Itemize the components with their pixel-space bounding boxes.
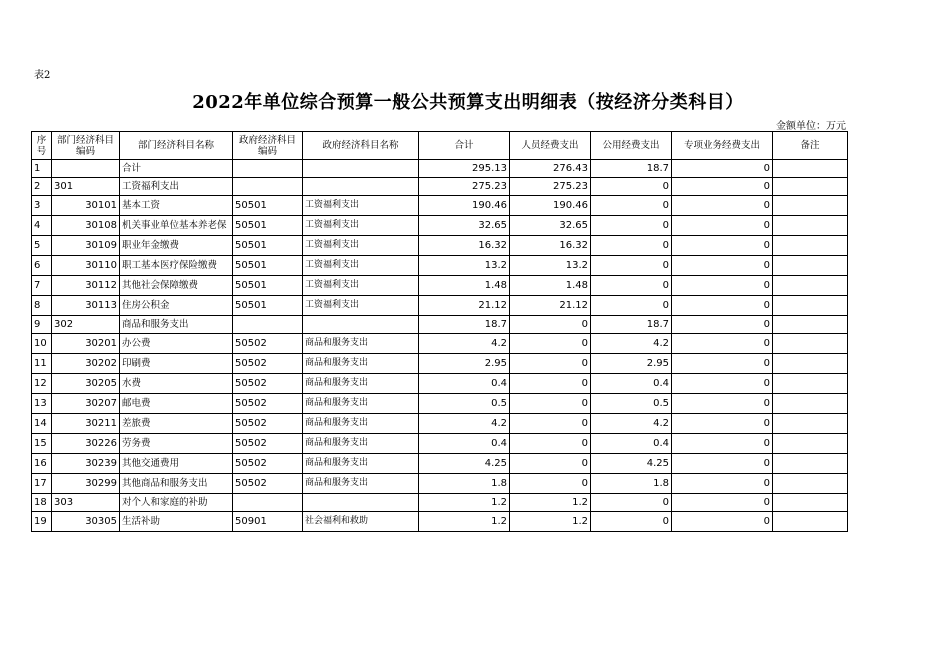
cell-total: 4.2 <box>419 414 510 434</box>
cell-personnel: 0 <box>510 374 591 394</box>
cell-dept-code <box>52 494 120 512</box>
cell-public: 0.4 <box>591 374 672 394</box>
cell-total: 275.23 <box>419 178 510 196</box>
cell-total: 1.48 <box>419 276 510 296</box>
table-row <box>32 256 848 276</box>
cell-dept-code <box>52 474 120 494</box>
cell-remark <box>773 474 848 494</box>
cell-gov-name: 商品和服务支出 <box>303 354 419 374</box>
cell-total: 0.4 <box>419 434 510 454</box>
cell-public: 0 <box>591 178 672 196</box>
dept-code-class: 301 <box>54 181 74 192</box>
cell-seq: 12 <box>32 374 52 394</box>
cell-dept-code <box>52 354 120 374</box>
cell-gov-code: 50501 <box>233 236 303 256</box>
cell-dept-name: 印刷费 <box>120 354 233 374</box>
amount-unit: 金额单位：万元 <box>776 121 846 132</box>
cell-public: 0 <box>591 236 672 256</box>
cell-dept-code <box>52 276 120 296</box>
cell-gov-name: 商品和服务支出 <box>303 474 419 494</box>
cell-seq: 14 <box>32 414 52 434</box>
cell-seq: 18 <box>32 494 52 512</box>
cell-public: 18.7 <box>591 160 672 178</box>
cell-seq: 13 <box>32 394 52 414</box>
cell-gov-code: 50501 <box>233 296 303 316</box>
dept-code-item: 30305 <box>85 516 117 527</box>
cell-dept-name: 劳务费 <box>120 434 233 454</box>
cell-personnel: 0 <box>510 474 591 494</box>
cell-remark <box>773 374 848 394</box>
header-special: 专项业务经费支出 <box>672 132 773 160</box>
cell-personnel: 0 <box>510 434 591 454</box>
dept-code-item: 30239 <box>85 458 117 469</box>
cell-public: 2.95 <box>591 354 672 374</box>
cell-gov-code: 50502 <box>233 394 303 414</box>
cell-special: 0 <box>672 414 773 434</box>
cell-personnel: 21.12 <box>510 296 591 316</box>
header-seq: 序号 <box>32 132 52 160</box>
table-row <box>32 236 848 256</box>
cell-total: 32.65 <box>419 216 510 236</box>
cell-remark <box>773 494 848 512</box>
header-row <box>32 132 848 160</box>
cell-dept-code <box>52 296 120 316</box>
cell-personnel: 0 <box>510 316 591 334</box>
cell-special: 0 <box>672 160 773 178</box>
cell-remark <box>773 334 848 354</box>
cell-dept-code <box>52 160 120 178</box>
cell-gov-code: 50501 <box>233 256 303 276</box>
cell-gov-code <box>233 494 303 512</box>
table-row <box>32 394 848 414</box>
cell-special: 0 <box>672 394 773 414</box>
cell-seq: 19 <box>32 512 52 532</box>
cell-gov-code: 50502 <box>233 354 303 374</box>
cell-remark <box>773 296 848 316</box>
cell-special: 0 <box>672 354 773 374</box>
cell-special: 0 <box>672 316 773 334</box>
cell-public: 0 <box>591 196 672 216</box>
table-body <box>32 160 848 532</box>
table-row <box>32 296 848 316</box>
cell-dept-name: 邮电费 <box>120 394 233 414</box>
cell-public: 1.8 <box>591 474 672 494</box>
cell-dept-name: 机关事业单位基本养老保 <box>120 216 233 236</box>
dept-code-class: 303 <box>54 497 74 508</box>
cell-personnel: 275.23 <box>510 178 591 196</box>
cell-dept-name: 办公费 <box>120 334 233 354</box>
cell-dept-name: 水费 <box>120 374 233 394</box>
cell-gov-code: 50502 <box>233 374 303 394</box>
cell-gov-name: 工资福利支出 <box>303 236 419 256</box>
cell-dept-code <box>52 256 120 276</box>
table-row <box>32 512 848 532</box>
cell-personnel: 1.2 <box>510 494 591 512</box>
cell-dept-code <box>52 216 120 236</box>
table-row <box>32 354 848 374</box>
cell-dept-code <box>52 334 120 354</box>
dept-code-item: 30108 <box>85 220 117 231</box>
cell-special: 0 <box>672 454 773 474</box>
cell-gov-code <box>233 160 303 178</box>
cell-personnel: 13.2 <box>510 256 591 276</box>
cell-dept-name: 对个人和家庭的补助 <box>120 494 233 512</box>
table-row <box>32 216 848 236</box>
cell-dept-name: 差旅费 <box>120 414 233 434</box>
cell-gov-code <box>233 178 303 196</box>
cell-total: 16.32 <box>419 236 510 256</box>
dept-code-item: 30109 <box>85 240 117 251</box>
cell-seq: 9 <box>32 316 52 334</box>
cell-gov-code: 50501 <box>233 196 303 216</box>
dept-code-item: 30113 <box>85 300 117 311</box>
cell-dept-code <box>52 196 120 216</box>
cell-gov-name <box>303 178 419 196</box>
cell-gov-code: 50502 <box>233 434 303 454</box>
cell-personnel: 1.2 <box>510 512 591 532</box>
cell-gov-code: 50501 <box>233 216 303 236</box>
cell-remark <box>773 178 848 196</box>
cell-special: 0 <box>672 296 773 316</box>
cell-remark <box>773 316 848 334</box>
table-row <box>32 414 848 434</box>
cell-personnel: 16.32 <box>510 236 591 256</box>
cell-special: 0 <box>672 196 773 216</box>
dept-code-item: 30207 <box>85 398 117 409</box>
cell-seq: 6 <box>32 256 52 276</box>
cell-public: 0 <box>591 216 672 236</box>
cell-public: 0.5 <box>591 394 672 414</box>
header-remark: 备注 <box>773 132 848 160</box>
cell-public: 4.25 <box>591 454 672 474</box>
cell-remark <box>773 414 848 434</box>
cell-special: 0 <box>672 474 773 494</box>
cell-special: 0 <box>672 256 773 276</box>
cell-remark <box>773 256 848 276</box>
cell-special: 0 <box>672 494 773 512</box>
cell-remark <box>773 276 848 296</box>
table-row <box>32 434 848 454</box>
cell-special: 0 <box>672 178 773 196</box>
cell-seq: 16 <box>32 454 52 474</box>
cell-personnel: 0 <box>510 454 591 474</box>
header-dept-code: 部门经济科目编码 <box>52 132 120 160</box>
table-row <box>32 276 848 296</box>
cell-total: 0.5 <box>419 394 510 414</box>
cell-gov-code: 50901 <box>233 512 303 532</box>
table-row <box>32 316 848 334</box>
dept-code-item: 30112 <box>85 280 117 291</box>
cell-gov-code: 50502 <box>233 334 303 354</box>
cell-remark <box>773 196 848 216</box>
cell-gov-name <box>303 160 419 178</box>
cell-seq: 5 <box>32 236 52 256</box>
cell-gov-name <box>303 494 419 512</box>
cell-dept-code <box>52 394 120 414</box>
table-row <box>32 160 848 178</box>
cell-personnel: 1.48 <box>510 276 591 296</box>
cell-public: 0 <box>591 256 672 276</box>
cell-dept-name: 工资福利支出 <box>120 178 233 196</box>
cell-total: 0.4 <box>419 374 510 394</box>
cell-dept-name: 住房公积金 <box>120 296 233 316</box>
cell-gov-name: 商品和服务支出 <box>303 434 419 454</box>
cell-seq: 7 <box>32 276 52 296</box>
cell-public: 4.2 <box>591 414 672 434</box>
cell-gov-name <box>303 316 419 334</box>
cell-personnel: 0 <box>510 394 591 414</box>
header-gov-name: 政府经济科目名称 <box>303 132 419 160</box>
cell-gov-name: 社会福利和救助 <box>303 512 419 532</box>
table-row <box>32 474 848 494</box>
header-personnel: 人员经费支出 <box>510 132 591 160</box>
cell-gov-code: 50502 <box>233 454 303 474</box>
table-row <box>32 494 848 512</box>
cell-special: 0 <box>672 216 773 236</box>
cell-dept-code <box>52 178 120 196</box>
dept-code-item: 30202 <box>85 358 117 369</box>
cell-gov-name: 商品和服务支出 <box>303 394 419 414</box>
cell-total: 1.2 <box>419 494 510 512</box>
table-row <box>32 454 848 474</box>
table-tag: 表2 <box>34 70 51 81</box>
table-row <box>32 374 848 394</box>
dept-code-item: 30110 <box>85 260 117 271</box>
cell-dept-code <box>52 236 120 256</box>
cell-seq: 2 <box>32 178 52 196</box>
cell-dept-name: 生活补助 <box>120 512 233 532</box>
cell-seq: 3 <box>32 196 52 216</box>
cell-seq: 11 <box>32 354 52 374</box>
dept-code-item: 30205 <box>85 378 117 389</box>
cell-gov-name: 工资福利支出 <box>303 256 419 276</box>
cell-personnel: 190.46 <box>510 196 591 216</box>
cell-personnel: 32.65 <box>510 216 591 236</box>
cell-gov-name: 工资福利支出 <box>303 296 419 316</box>
cell-dept-name: 其他交通费用 <box>120 454 233 474</box>
cell-remark <box>773 434 848 454</box>
dept-code-item: 30299 <box>85 478 117 489</box>
cell-dept-name: 商品和服务支出 <box>120 316 233 334</box>
cell-public: 18.7 <box>591 316 672 334</box>
cell-remark <box>773 216 848 236</box>
cell-personnel: 0 <box>510 354 591 374</box>
cell-seq: 1 <box>32 160 52 178</box>
table-row <box>32 334 848 354</box>
cell-dept-name: 其他商品和服务支出 <box>120 474 233 494</box>
dept-code-item: 30211 <box>85 418 117 429</box>
cell-public: 0 <box>591 296 672 316</box>
cell-special: 0 <box>672 512 773 532</box>
cell-remark <box>773 512 848 532</box>
cell-seq: 17 <box>32 474 52 494</box>
cell-total: 13.2 <box>419 256 510 276</box>
cell-dept-name: 职业年金缴费 <box>120 236 233 256</box>
cell-total: 18.7 <box>419 316 510 334</box>
header-gov-code: 政府经济科目编码 <box>233 132 303 160</box>
cell-remark <box>773 354 848 374</box>
cell-gov-code: 50501 <box>233 276 303 296</box>
cell-personnel: 0 <box>510 334 591 354</box>
cell-dept-code <box>52 454 120 474</box>
cell-dept-code <box>52 414 120 434</box>
cell-dept-name: 合计 <box>120 160 233 178</box>
cell-dept-name: 职工基本医疗保险缴费 <box>120 256 233 276</box>
cell-personnel: 276.43 <box>510 160 591 178</box>
cell-remark <box>773 394 848 414</box>
dept-code-item: 30201 <box>85 338 117 349</box>
cell-public: 0 <box>591 494 672 512</box>
cell-seq: 4 <box>32 216 52 236</box>
cell-dept-code <box>52 316 120 334</box>
cell-gov-code: 50502 <box>233 414 303 434</box>
cell-gov-name: 商品和服务支出 <box>303 374 419 394</box>
cell-seq: 10 <box>32 334 52 354</box>
header-public: 公用经费支出 <box>591 132 672 160</box>
cell-seq: 15 <box>32 434 52 454</box>
table-row <box>32 178 848 196</box>
budget-table <box>31 131 848 532</box>
cell-remark <box>773 454 848 474</box>
cell-remark <box>773 236 848 256</box>
cell-remark <box>773 160 848 178</box>
dept-code-item: 30101 <box>85 200 117 211</box>
cell-special: 0 <box>672 334 773 354</box>
cell-seq: 8 <box>32 296 52 316</box>
cell-gov-name: 商品和服务支出 <box>303 454 419 474</box>
cell-dept-name: 基本工资 <box>120 196 233 216</box>
cell-total: 1.2 <box>419 512 510 532</box>
cell-gov-name: 工资福利支出 <box>303 216 419 236</box>
cell-gov-name: 工资福利支出 <box>303 276 419 296</box>
cell-gov-name: 商品和服务支出 <box>303 334 419 354</box>
cell-public: 4.2 <box>591 334 672 354</box>
cell-public: 0 <box>591 276 672 296</box>
cell-gov-name: 工资福利支出 <box>303 196 419 216</box>
cell-dept-name: 其他社会保障缴费 <box>120 276 233 296</box>
table-row <box>32 196 848 216</box>
cell-public: 0.4 <box>591 434 672 454</box>
cell-special: 0 <box>672 276 773 296</box>
dept-code-class: 302 <box>54 319 74 330</box>
cell-total: 190.46 <box>419 196 510 216</box>
cell-public: 0 <box>591 512 672 532</box>
cell-special: 0 <box>672 434 773 454</box>
cell-dept-code <box>52 512 120 532</box>
cell-personnel: 0 <box>510 414 591 434</box>
cell-total: 4.2 <box>419 334 510 354</box>
header-dept-name: 部门经济科目名称 <box>120 132 233 160</box>
cell-total: 4.25 <box>419 454 510 474</box>
cell-dept-code <box>52 434 120 454</box>
cell-gov-name: 商品和服务支出 <box>303 414 419 434</box>
cell-total: 1.8 <box>419 474 510 494</box>
dept-code-item: 30226 <box>85 438 117 449</box>
cell-gov-code: 50502 <box>233 474 303 494</box>
header-total: 合计 <box>419 132 510 160</box>
cell-total: 21.12 <box>419 296 510 316</box>
cell-gov-code <box>233 316 303 334</box>
cell-dept-code <box>52 374 120 394</box>
cell-total: 295.13 <box>419 160 510 178</box>
cell-special: 0 <box>672 236 773 256</box>
page-title: 2022年单位综合预算一般公共预算支出明细表（按经济分类科目） <box>192 92 744 113</box>
cell-total: 2.95 <box>419 354 510 374</box>
cell-special: 0 <box>672 374 773 394</box>
